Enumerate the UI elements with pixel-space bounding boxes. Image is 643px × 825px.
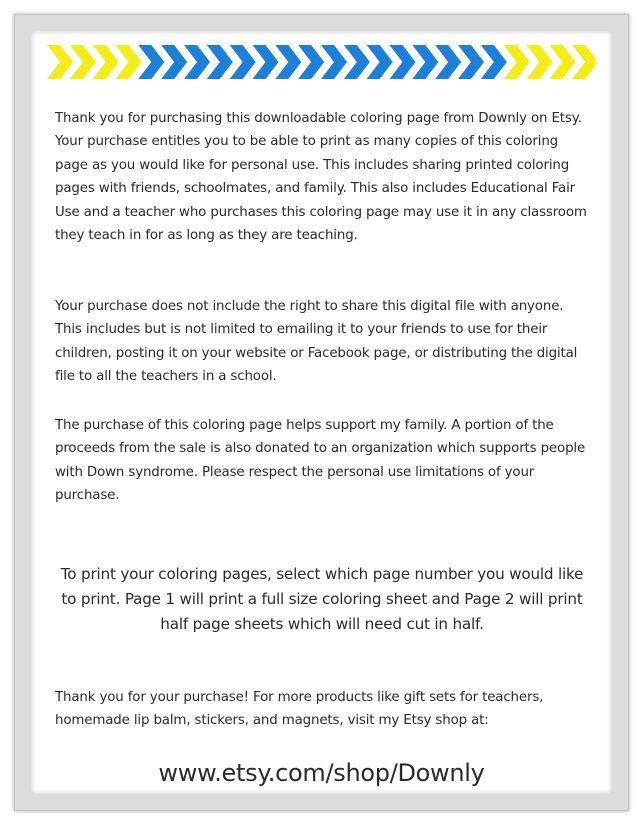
chevron-yellow — [549, 45, 575, 79]
chevron-yellow — [47, 45, 73, 79]
chevron-blue — [344, 45, 370, 79]
chevron-blue — [481, 45, 507, 79]
chevron-blue — [138, 45, 164, 79]
chevron-blue — [390, 45, 416, 79]
license-paragraph-1: Thank you for purchasing this downloadable coloring page from Downly on Etsy. Your purchase entitles you to be able to print as many copies of this coloring page as you would like for personal use. This includes sharing printed coloring pages with friends, schoolmates, and family. This also includes Educational Fair Use and a teacher who purchases this coloring page may use it in any classroom they teach in for as long as they are teaching. — [55, 111, 587, 244]
chevron-yellow — [93, 45, 119, 79]
chevron-blue — [435, 45, 461, 79]
chevron-yellow — [504, 45, 530, 79]
chevron-yellow — [527, 45, 553, 79]
picture-frame — [14, 14, 629, 811]
chevron-blue — [367, 45, 393, 79]
chevron-blue — [321, 45, 347, 79]
chevron-yellow — [70, 45, 96, 79]
chevron-blue — [412, 45, 438, 79]
chevron-banner-graphic — [47, 45, 595, 79]
license-paragraph-3: The purchase of this coloring page helps support my family. A portion of the proceeds from the sale is also donated to an organization which supports people with Down syndrome. Please respect the personal use limitations of your purchase. — [55, 418, 586, 504]
license-paragraph-2: Your purchase does not include the right to share this digital file with anyone. This includes but is not limited to emailing it to your friends to use for their children, posting it on your website or Facebook page, or distributing the digital file to all the teachers in a school. — [55, 299, 578, 385]
closing-paragraph: Thank you for your purchase! For more products like gift sets for teachers, homemade lip balm, stickers, and magnets, visit my Etsy shop at: — [55, 690, 544, 729]
chevron-blue — [275, 45, 301, 79]
chevron-blue — [230, 45, 256, 79]
chevron-blue — [161, 45, 187, 79]
chevron-blue — [458, 45, 484, 79]
chevron-blue — [184, 45, 210, 79]
chevron-yellow — [116, 45, 142, 79]
chevron-blue — [298, 45, 324, 79]
chevron-blue — [253, 45, 279, 79]
chevron-banner — [47, 45, 595, 79]
shop-url[interactable]: www.etsy.com/shop/Downly — [158, 759, 485, 787]
print-instructions: To print your coloring pages, select which page number you would like to print. Page 1 will print a full size coloring sheet and Page 2 will print half page sheets which will need cut in half. — [60, 565, 584, 633]
chevron-blue — [207, 45, 233, 79]
document-page — [31, 31, 612, 794]
chevron-yellow — [572, 45, 595, 79]
